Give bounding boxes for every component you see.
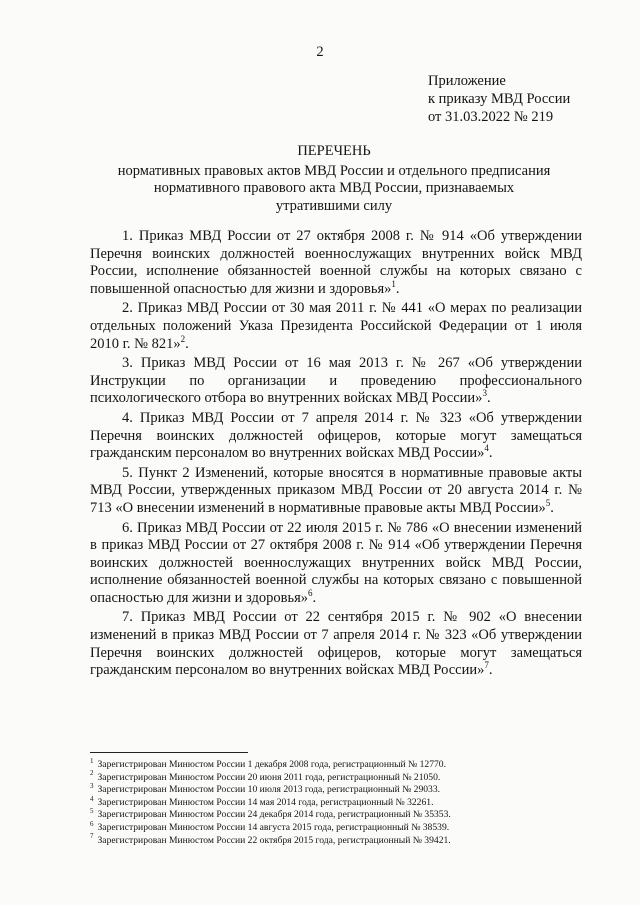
item-text: 5. Пункт 2 Изменений, которые вносятся в нормативные правовые акты МВД России, утвержденных приказом МВД России от 20 августа 2014 г. № 713 «О внесении изменений в нормативные правовые акты МВД России»	[90, 464, 582, 516]
footnote-mark: 2	[90, 769, 94, 778]
item-end: .	[488, 662, 493, 679]
footnote-mark: 4	[90, 794, 94, 803]
item-text: 7. Приказ МВД России от 22 сентября 2015 г. № 902 «О внесении изменений в приказ МВД России от 7 апреля 2014 г. № 323 «Об утверждении Перечня воинских должностей офицеров, которые могут замещаться гражданским персоналом во внутренних войсках МВД России»	[90, 609, 582, 679]
footnote-mark: 1	[90, 756, 94, 765]
item-end: .	[488, 445, 493, 462]
footnote	[90, 769, 590, 785]
list-item	[90, 609, 582, 679]
footnote	[90, 756, 590, 772]
footnote	[90, 784, 590, 797]
appendix-block	[428, 72, 628, 126]
footnote-ref: 6	[308, 588, 313, 599]
list-item	[90, 300, 582, 353]
footnote-text: Зарегистрирован Минюстом России 1 декабря 2008 года, регистрационный № 12770.	[97, 759, 446, 770]
footnote	[90, 809, 590, 822]
footnotes	[90, 756, 590, 847]
list-item	[90, 410, 582, 463]
item-end: .	[486, 390, 491, 407]
list-item	[90, 355, 582, 408]
list-item	[90, 228, 582, 298]
item-text: 6. Приказ МВД России от 22 июля 2015 г. № 786 «О внесении изменений в приказ МВД России от 27 октября 2008 г. № 914 «Об утверждении Перечня воинских должностей военнослужащих внутренних войск МВД России, исполнение обязанностей военной службы на которых связано с повышенной опасностью для жизни и здоровья»	[90, 519, 582, 606]
footnote-ref: 3	[482, 388, 487, 399]
item-text: 1. Приказ МВД России от 27 октября 2008 г. № 914 «Об утверждении Перечня воинских должностей военнослужащих внутренних войск МВД России, исполнение обязанностей военной службы на которых связано с повышенной опасностью для жизни и здоровья»	[90, 228, 582, 297]
footnote-ref: 4	[484, 443, 489, 454]
item-text: 3. Приказ МВД России от 16 мая 2013 г. № 267 «Об утверждении Инструкции по организации и проведению профессионального психологического отбора во внутренних войсках МВД России»	[90, 355, 582, 407]
list-item	[90, 465, 582, 518]
list-of-acts	[90, 228, 582, 682]
footnote-ref: 7	[484, 660, 489, 671]
document-subtitle-line-3: утратившими силу	[275, 197, 393, 214]
footnote-text: Зарегистрирован Минюстом России 20 июня 2011 года, регистрационный № 21050.	[97, 771, 441, 783]
footnote	[90, 794, 590, 810]
footnote-text: Зарегистрирован Минюстом России 24 декабря 2014 года, регистрационный № 35353.	[97, 809, 451, 821]
footnote-mark: 7	[90, 832, 94, 841]
footnote-ref: 1	[391, 278, 396, 289]
document-subtitle-line-2: нормативного правового акта МВД России, признаваемых	[153, 180, 515, 196]
appendix-order-date: от 31.03.2022 № 219	[428, 109, 554, 125]
item-end: .	[185, 335, 189, 352]
footnote-text: Зарегистрирован Минюстом России 10 июля 2013 года, регистрационный № 29033.	[97, 784, 441, 796]
appendix-order-ref: к приказу МВД России	[428, 91, 571, 107]
list-item	[90, 520, 582, 608]
footnote-divider	[90, 752, 248, 753]
footnote-text: Зарегистрирован Минюстом России 22 октября 2015 года, регистрационный № 39421.	[97, 834, 451, 846]
item-end: .	[395, 280, 400, 297]
footnote-ref: 2	[180, 333, 186, 344]
footnote-mark: 6	[90, 819, 94, 828]
item-end: .	[550, 499, 554, 516]
item-text: 4. Приказ МВД России от 7 апреля 2014 г. № 323 «Об утверждении Перечня воинских должностей офицеров, которые могут замещаться гражданским персоналом во внутренних войсках МВД России»	[90, 409, 582, 462]
footnote	[90, 819, 590, 835]
item-text: 2. Приказ МВД России от 30 мая 2011 г. № 441 «О мерах по реализации отдельных положений Указа Президента Российской Федерации от 1 июля 2010 г. № 821»	[90, 300, 582, 352]
document-title: ПЕРЕЧЕНЬ	[297, 143, 371, 159]
document-subtitle-line-1: нормативных правовых актов МВД России и отдельного предписания	[117, 162, 551, 179]
footnote-text: Зарегистрирован Минюстом России 14 августа 2015 года, регистрационный № 38539.	[97, 821, 450, 833]
footnote-mark: 3	[90, 782, 94, 790]
footnote-ref: 5	[545, 498, 551, 509]
item-end: .	[312, 589, 317, 606]
footnote-mark: 5	[90, 807, 94, 816]
document-heading	[70, 143, 598, 215]
footnote	[90, 832, 590, 848]
footnote-text: Зарегистрирован Минюстом России 14 мая 2014 года, регистрационный № 32261.	[97, 796, 434, 808]
appendix-label: Приложение	[428, 73, 506, 89]
page-number: 2	[316, 44, 324, 60]
